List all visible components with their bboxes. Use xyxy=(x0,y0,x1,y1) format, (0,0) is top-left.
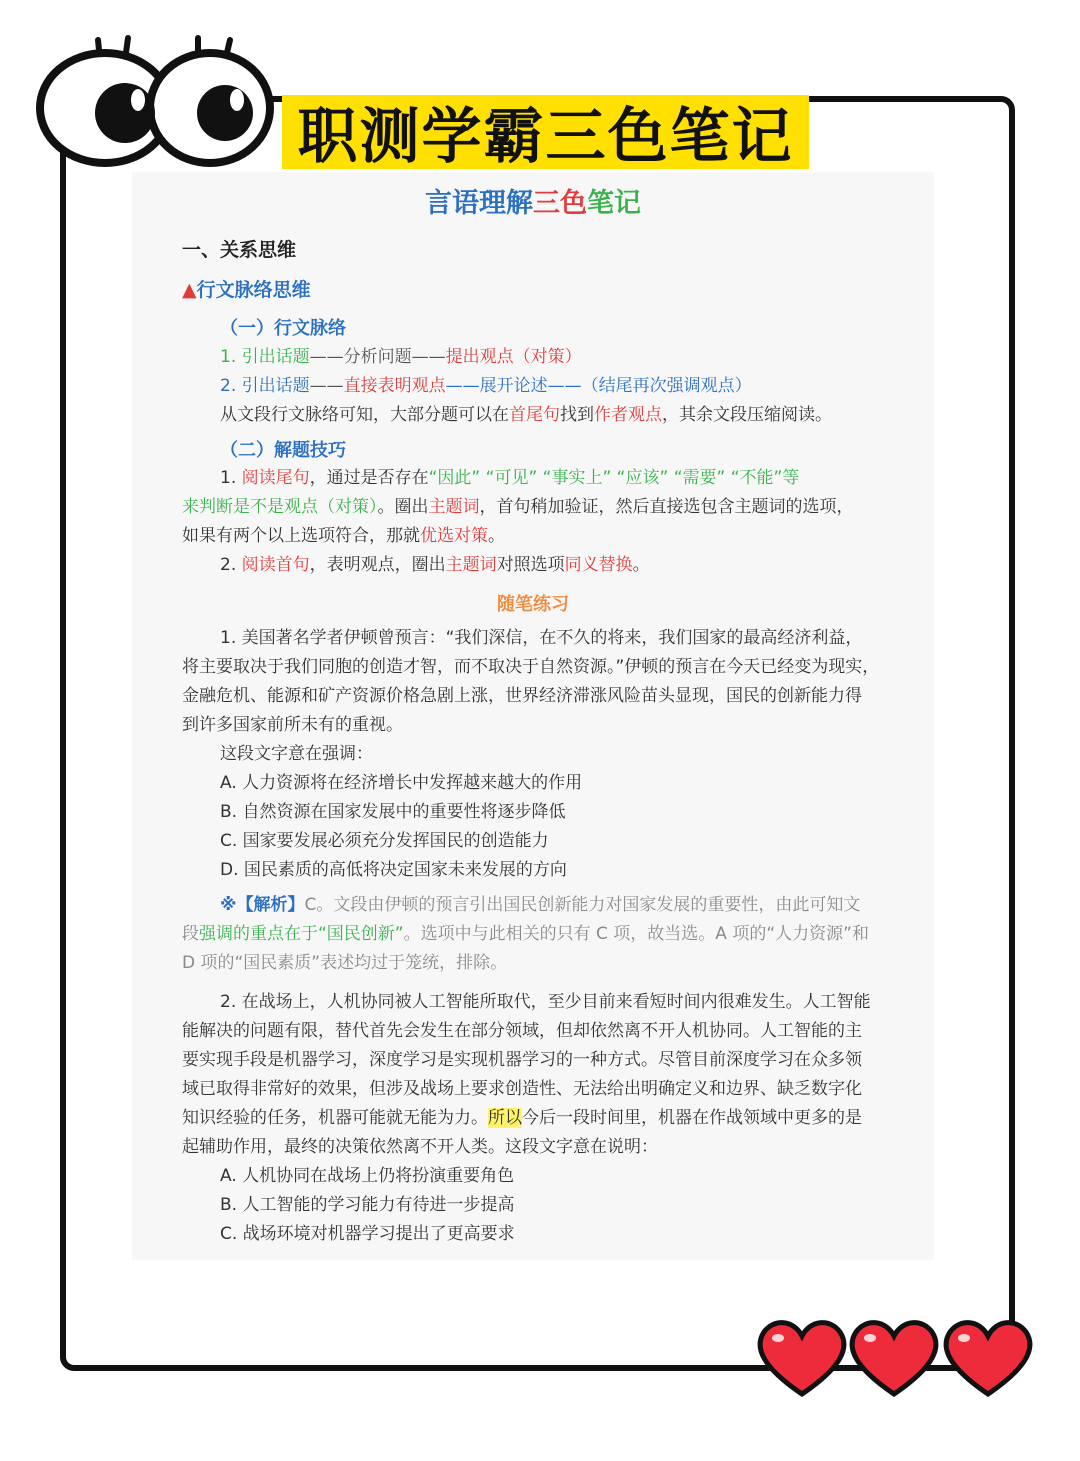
seg: 提出观点（对策） xyxy=(445,347,582,367)
seg: 阅读尾句 xyxy=(241,468,310,488)
seg: ，通过是否存在 xyxy=(309,468,429,488)
subtitle-part-1: 言语理解 xyxy=(425,188,533,219)
q1-line: 金融危机、能源和矿产资源价格急剧上涨，世界经济滞涨风险苗头显现，国民的创新能力得 xyxy=(182,686,862,706)
structure-line-2 xyxy=(220,372,752,401)
cartoon-eyes-icon xyxy=(30,28,280,178)
seg: 阅读首句 xyxy=(241,555,310,575)
heading-relation-thinking: 一、关系思维 xyxy=(182,239,297,261)
seg: —— xyxy=(309,376,344,396)
seg: 对照选项 xyxy=(496,555,565,575)
page-title-banner: 职测学霸三色笔记 xyxy=(282,95,809,169)
seg: ，首句稍加验证，然后直接选包含主题词的选项， xyxy=(479,497,854,517)
q2-option-a: A. 人机协同在战场上仍将扮演重要角色 xyxy=(220,1166,515,1186)
structure-summary xyxy=(220,401,832,430)
seg: 从文段行文脉络可知，大部分题可以在 xyxy=(220,405,509,425)
analysis-label: ※【解析】 xyxy=(220,895,305,915)
seg: 。圈出 xyxy=(377,497,429,517)
q2-option-b: B. 人工智能的学习能力有待进一步提高 xyxy=(220,1195,515,1215)
q1-option-c: C. 国家要发展必须充分发挥国民的创造能力 xyxy=(220,831,549,851)
section-title-2: （二）解题技巧 xyxy=(220,440,346,461)
seg: 2. 引出话题 xyxy=(220,376,310,396)
seg: 今后一段时间里，机器在作战领域中更多的是 xyxy=(522,1108,862,1128)
seg: 知识经验的任务，机器可能就无能为力。 xyxy=(182,1108,488,1128)
q1-analysis-line xyxy=(182,920,869,949)
seg: 。 xyxy=(632,555,650,575)
q1-line: 将主要取决于我们同胞的创造才智，而不取决于自然资源。”伊顿的预言在今天已经变为现实， xyxy=(182,657,880,677)
heart-icon xyxy=(946,1323,1030,1394)
seg: 1. 引出话题 xyxy=(220,347,310,367)
seg: 主题词 xyxy=(428,497,480,517)
seg: ，其余文段压缩阅读。 xyxy=(662,405,832,425)
section-title-1: （一）行文脉络 xyxy=(220,318,346,339)
seg: 主题词 xyxy=(445,555,497,575)
hearts-decoration xyxy=(752,1312,1042,1402)
q1-option-d: D. 国民素质的高低将决定国家未来发展的方向 xyxy=(220,860,567,880)
seg: 强调的重点在于“国民创新” xyxy=(199,924,404,944)
seg: ，表明观点，圈出 xyxy=(309,555,446,575)
document-subtitle xyxy=(132,184,934,224)
q1-line: 1. 美国著名学者伊顿曾预言：“我们深信，在不久的将来，我们国家的最高经济利益， xyxy=(220,628,863,648)
q2-line: 起辅助作用，最终的决策依然离不开人类。这段文字意在说明： xyxy=(182,1137,658,1157)
seg: C。文段由伊顿的预言引出国民创新能力对国家发展的重要性，由此可知文 xyxy=(304,895,861,915)
tip-line-3 xyxy=(182,522,505,551)
seg: 1. xyxy=(220,468,242,488)
seg: 。 xyxy=(488,526,505,546)
seg: 作者观点 xyxy=(594,405,662,425)
seg: 首尾句 xyxy=(509,405,560,425)
q2-option-c: C. 战场环境对机器学习提出了更高要求 xyxy=(220,1224,515,1244)
heading-text: 行文脉络思维 xyxy=(196,279,311,301)
q1-line: 到许多国家前所未有的重视。 xyxy=(182,715,403,735)
heart-icon xyxy=(760,1323,844,1394)
seg: 段 xyxy=(182,924,199,944)
seg: 2. xyxy=(220,555,242,575)
q1-stem: 这段文字意在强调： xyxy=(220,744,373,764)
seg: 直接表明观点 xyxy=(343,376,446,396)
q2-line xyxy=(182,1104,862,1133)
seg: 来判断是不是观点（对策） xyxy=(182,497,378,517)
q1-analysis-line: D 项的“国民素质”表述均过于笼统，排除。 xyxy=(182,953,508,973)
tip-line-4 xyxy=(220,551,650,580)
structure-line-1 xyxy=(220,343,582,372)
seg: ——分析问题—— xyxy=(309,347,446,367)
seg: 同义替换 xyxy=(564,555,633,575)
q2-line: 2. 在战场上，人机协同被人工智能所取代，至少目前来看短时间内很难发生。人工智能 xyxy=(220,992,871,1012)
practice-title: 随笔练习 xyxy=(497,594,569,615)
seg: 优选对策 xyxy=(420,526,488,546)
seg: 。选项中与此相关的只有 C 项，故当选。A 项的“人力资源”和 xyxy=(403,924,869,944)
seg: “因此” “可见” “事实上” “应该” “需要” “不能”等 xyxy=(428,468,800,488)
heading-text-structure xyxy=(182,276,311,305)
tip-line-1 xyxy=(220,464,799,493)
subtitle-part-2: 三色 xyxy=(533,188,587,219)
tip-line-2 xyxy=(182,493,854,522)
q2-line: 域已取得非常好的效果，但涉及战场上要求创造性、无法给出明确定义和边界、缺乏数字化 xyxy=(182,1079,862,1099)
subtitle-part-3: 笔记 xyxy=(587,188,641,219)
q1-option-b: B. 自然资源在国家发展中的重要性将逐步降低 xyxy=(220,802,566,822)
heart-icon xyxy=(852,1323,936,1394)
notes-document xyxy=(132,172,934,1260)
highlighted-word: 所以 xyxy=(488,1108,522,1128)
q2-line: 要实现手段是机器学习，深度学习是实现机器学习的一种方式。尽管目前深度学习在众多领 xyxy=(182,1050,862,1070)
q1-analysis-line xyxy=(220,891,860,920)
triangle-icon: ▲ xyxy=(182,279,197,301)
q2-line: 能解决的问题有限，替代首先会发生在部分领域，但却依然离不开人机协同。人工智能的主 xyxy=(182,1021,862,1041)
q1-option-a: A. 人力资源将在经济增长中发挥越来越大的作用 xyxy=(220,773,583,793)
seg: ——展开论述——（结尾再次强调观点） xyxy=(445,376,752,396)
seg: 找到 xyxy=(560,405,594,425)
seg: 如果有两个以上选项符合，那就 xyxy=(182,526,420,546)
